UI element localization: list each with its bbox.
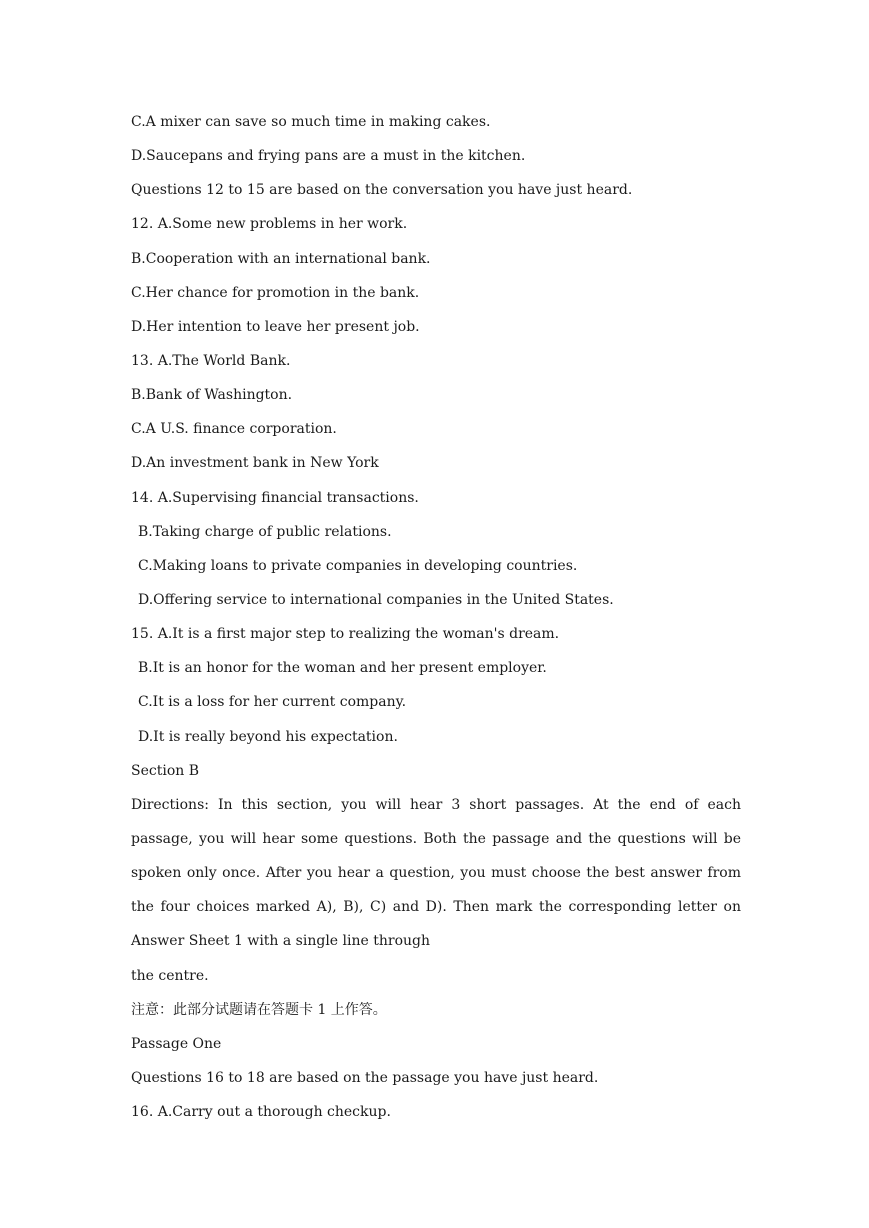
question-12-option-a: 12. A.Some new problems in her work. [131, 216, 408, 233]
question-12-option-d: D.Her intention to leave her present job. [131, 318, 420, 335]
directions-line-4: the four choices marked A), B), C) and D). Then mark the corresponding letter on [131, 899, 741, 916]
question-13-option-c: C.A U.S. finance corporation. [131, 421, 337, 438]
questions-12-15-intro: Questions 12 to 15 are based on the conversation you have just heard. [131, 182, 633, 199]
question-12-option-c: C.Her chance for promotion in the bank. [131, 284, 420, 301]
question-14-option-a: 14. A.Supervising financial transactions. [131, 489, 419, 506]
question-13-option-a: 13. A.The World Bank. [131, 352, 291, 369]
question-15-option-d: D.It is really beyond his expectation. [138, 728, 398, 745]
option-11d: D.Saucepans and frying pans are a must in the kitchen. [131, 148, 526, 165]
directions-line-2: passage, you will hear some questions. Both the passage and the questions will be [131, 830, 741, 847]
question-15-option-a: 15. A.It is a first major step to realizing the woman's dream. [131, 626, 560, 643]
question-16-option-a: 16. A.Carry out a thorough checkup. [131, 1104, 391, 1121]
section-b-heading: Section B [131, 762, 200, 779]
document-body [131, 110, 741, 1134]
questions-16-18-intro: Questions 16 to 18 are based on the passage you have just heard. [131, 1069, 599, 1086]
passage-one-heading: Passage One [131, 1035, 222, 1052]
question-14-option-d: D.Offering service to international companies in the United States. [138, 591, 614, 608]
directions-line-3: spoken only once. After you hear a question, you must choose the best answer from [131, 865, 741, 882]
question-12-option-b: B.Cooperation with an international bank. [131, 250, 431, 267]
option-11c: C.A mixer can save so much time in making cakes. [131, 114, 491, 130]
answer-sheet-note: 注意：此部分试题请在答题卡 1 上作答。 [131, 1001, 387, 1018]
section-b-directions [131, 793, 741, 964]
question-13-option-d: D.An investment bank in New York [131, 455, 379, 472]
directions-line-1: Directions: In this section, you will hear 3 short passages. At the end of each [131, 796, 741, 813]
question-14-option-c: C.Making loans to private companies in developing countries. [138, 557, 578, 574]
question-13-option-b: B.Bank of Washington. [131, 387, 293, 404]
directions-line-5: Answer Sheet 1 with a single line through [131, 933, 431, 950]
question-15-option-b: B.It is an honor for the woman and her present employer. [138, 660, 547, 677]
question-14-option-b: B.Taking charge of public relations. [138, 523, 392, 540]
directions-line-6: the centre. [131, 967, 209, 984]
question-15-option-c: C.It is a loss for her current company. [138, 694, 407, 711]
